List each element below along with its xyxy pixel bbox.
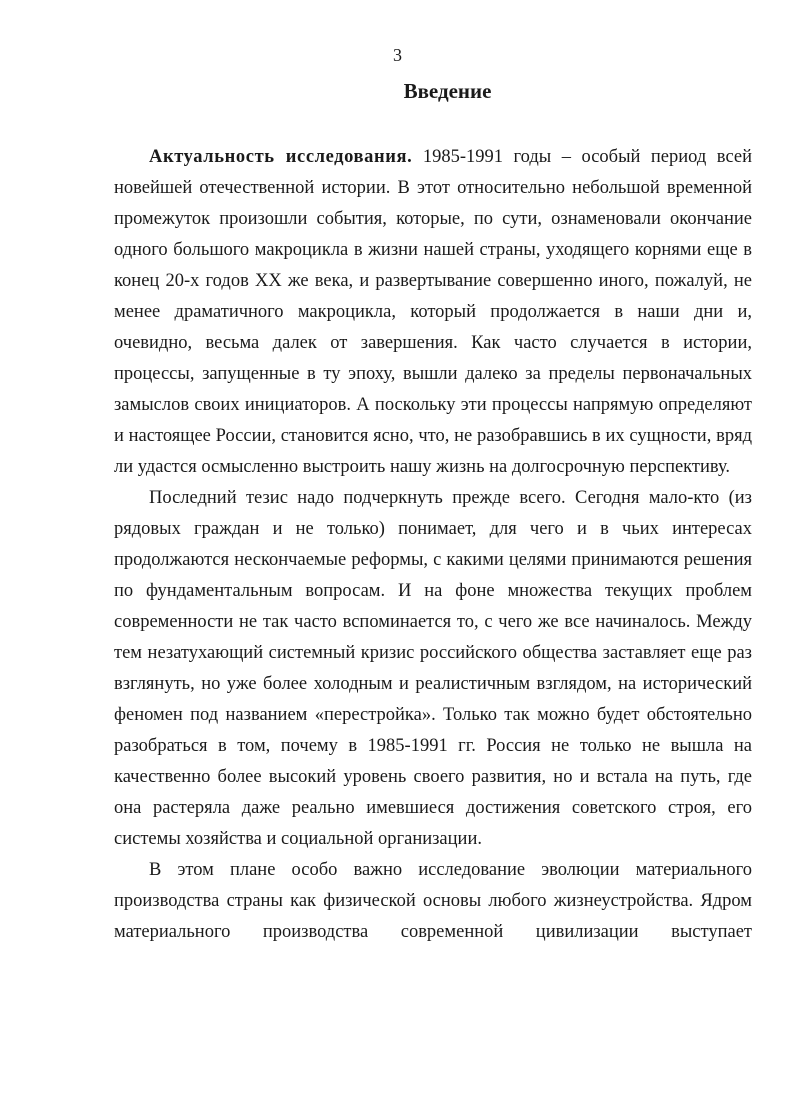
paragraph-perestroika: Последний тезис надо подчеркнуть прежде всего. Сегодня мало-кто (из рядовых граждан и не только) понимает, для чего и в чьих интересах продолжаются нескончаемые реформы, с какими целями принимаются решения по фундаментальным вопросам. И на фоне множества текущих проблем современности не так часто вспоминается то, с чего же все начиналось. Между тем незатухающий системный кризис российского общества заставляет еще раз взглянуть, но уже более холодным и реалистичным взглядом, на исторический феномен под названием «перестройка». Только так можно будет обстоятельно разобраться в том, почему в 1985-1991 гг. Россия не только не вышла на качественно более высокий уровень своего развития, но и встала на путь, где она растеряла даже реально имевшиеся достижения советского строя, его системы хозяйства и социальной организации. bbox=[114, 488, 752, 849]
paragraph-text: 1985-1991 годы – особый период всей новейшей отечественной истории. В этот относительно небольшой временной промежуток произошли события, которые, по сути, ознаменовали окончание одного большого макроцикла в жизни нашей страны, уходящего корнями еще в конец 20-х годов XX же века, и развертывание совершенно иного, пожалуй, не менее драматичного макроцикла, который продолжается в наши дни и, очевидно, весьма далек от завершения. Как часто случается в истории, процессы, запущенные в ту эпоху, вышли далеко за пределы первоначальных замыслов своих инициаторов. А поскольку эти процессы напрямую определяют и настоящее России, становится ясно, что, не разобравшись в их сущности, вряд ли удастся осмысленно выстроить нашу жизнь на долгосрочную перспективу. bbox=[114, 147, 752, 477]
page-title: Введение bbox=[403, 79, 492, 103]
paragraph-lead-heading: Актуальность исследования. bbox=[149, 147, 413, 167]
paragraph-relevance bbox=[114, 142, 752, 483]
body-text bbox=[114, 142, 752, 948]
paragraph-production: В этом плане особо важно исследование эволюции материального производства страны как физической основы любого жизнеустройства. Ядром материального производства современной цивилизации выступает bbox=[114, 860, 752, 942]
page-number: 3 bbox=[393, 45, 402, 65]
